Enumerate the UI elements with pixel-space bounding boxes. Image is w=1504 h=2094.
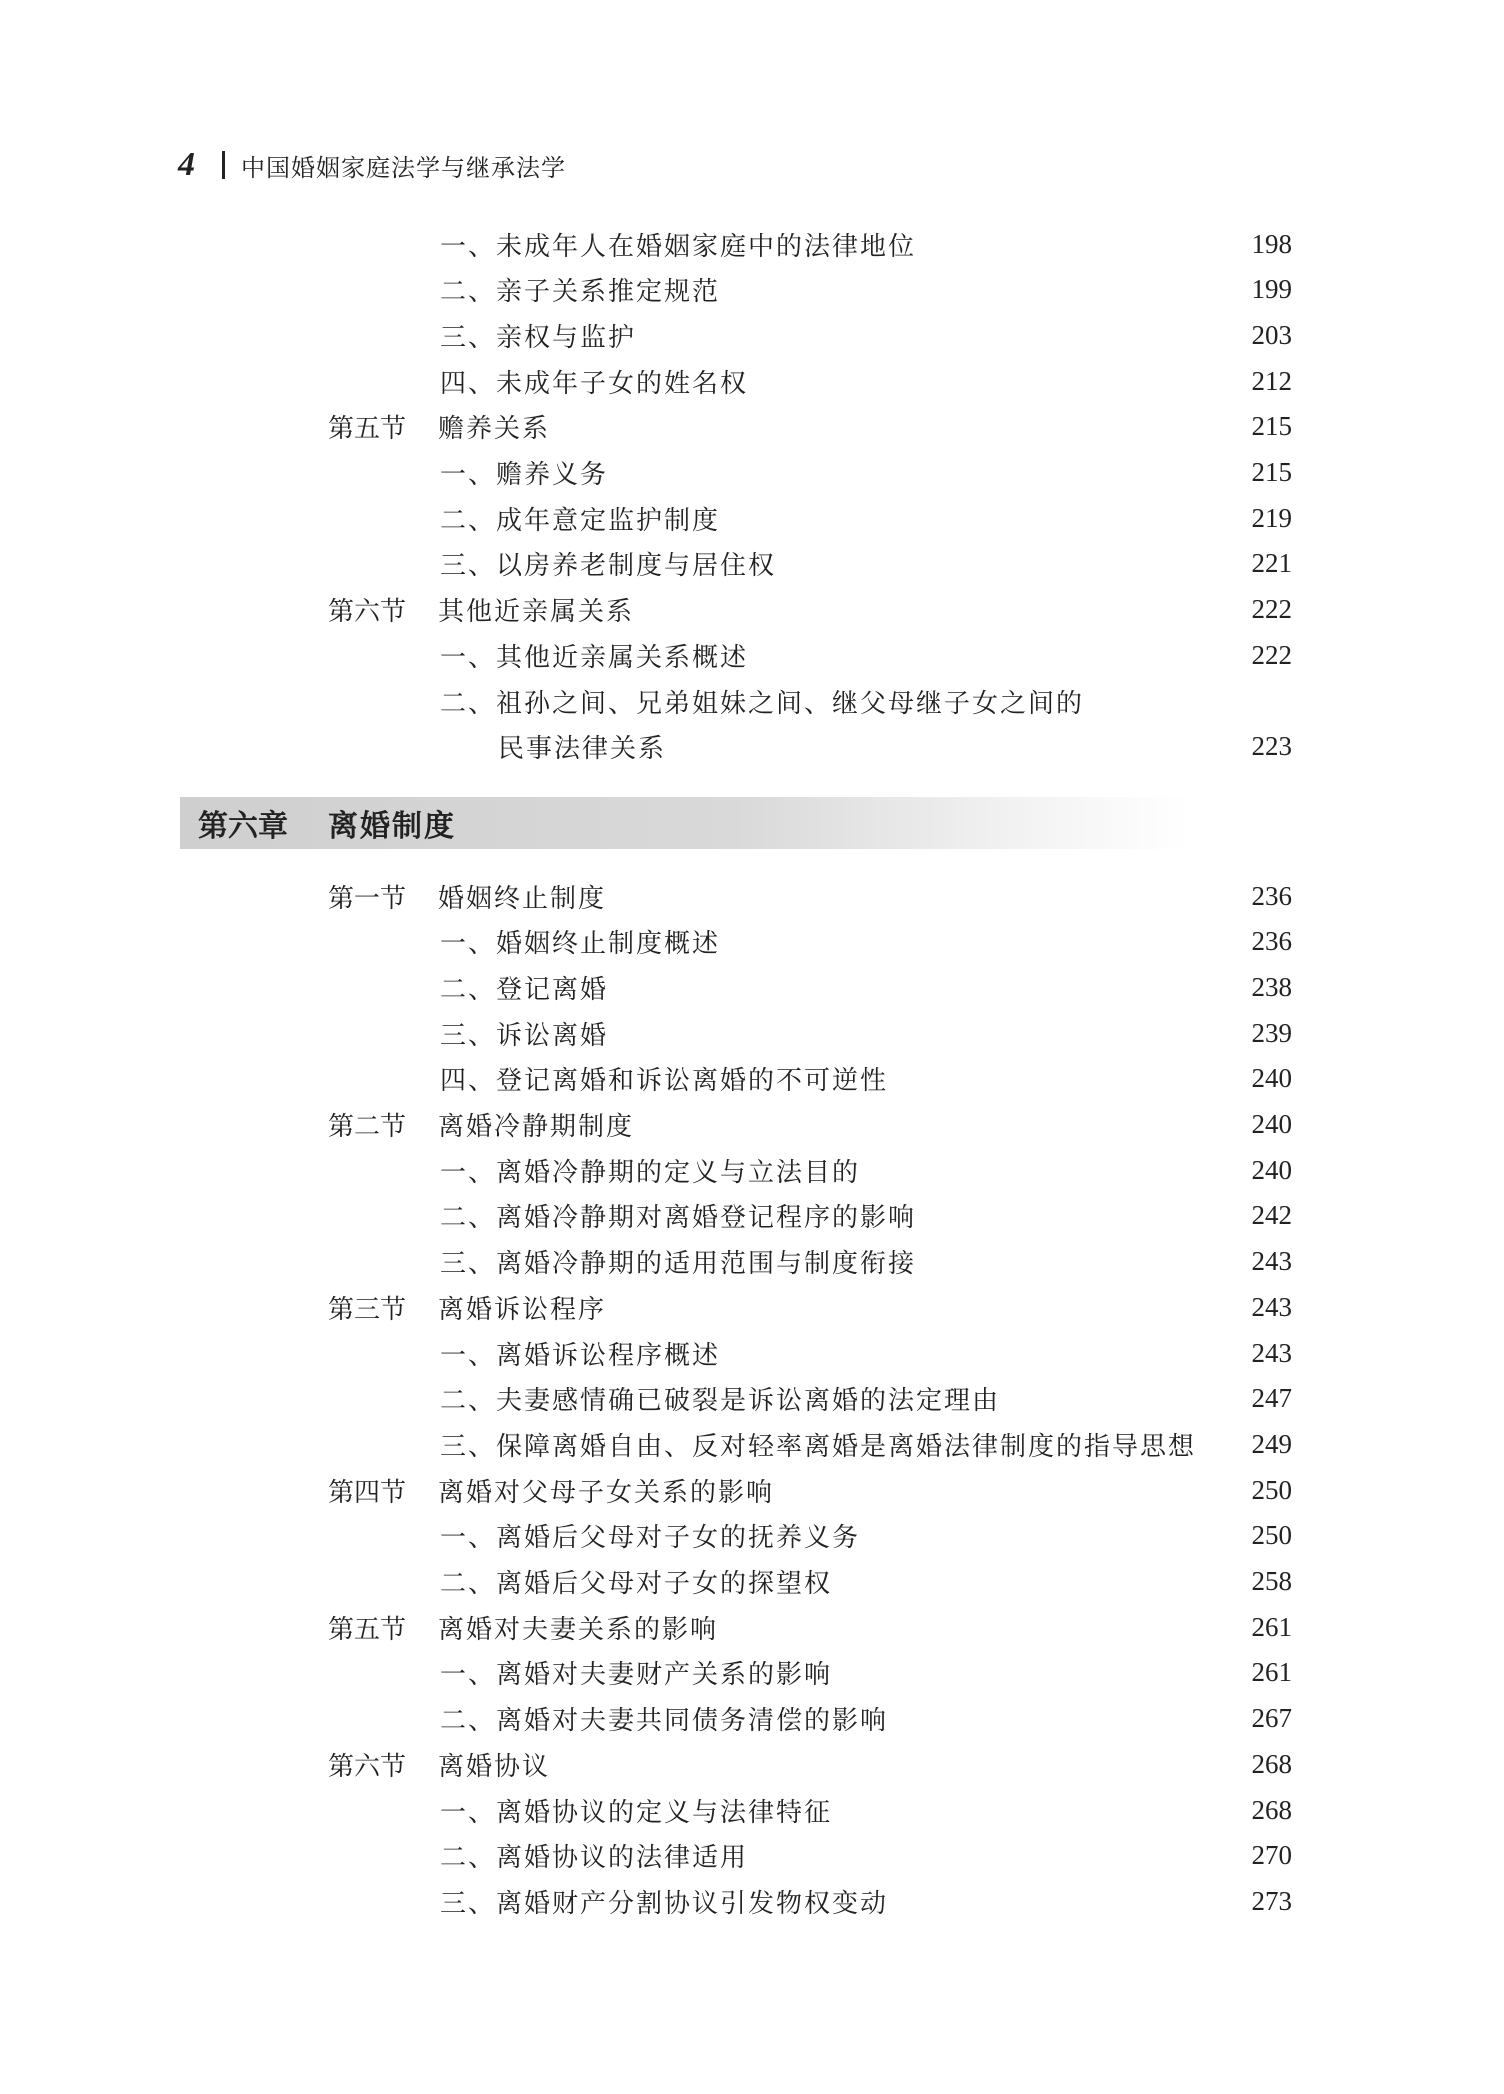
page-ref: 238	[1251, 971, 1292, 1002]
toc-item-entry[interactable]	[440, 1836, 1292, 1876]
dot-leader	[624, 967, 1232, 1007]
dot-leader	[622, 1287, 1232, 1327]
entry-title: 二、夫妻感情确已破裂是诉讼离婚的法定理由	[440, 1386, 1001, 1417]
toc-item-entry[interactable]	[440, 635, 1292, 675]
page-ref: 243	[1251, 1246, 1292, 1277]
toc-item-entry[interactable]	[440, 544, 1292, 584]
header-divider	[222, 151, 225, 179]
page-ref: 261	[1251, 1657, 1292, 1688]
entry-title: 一、其他近亲属关系概述	[440, 642, 749, 673]
page-ref: 223	[1251, 731, 1292, 762]
toc-item-entry[interactable]	[440, 1790, 1292, 1830]
toc-item-entry[interactable]	[440, 1699, 1292, 1739]
entry-title: 一、离婚协议的定义与法律特征	[440, 1797, 833, 1828]
entry-title: 二、离婚协议的法律适用	[440, 1843, 749, 1874]
dot-leader	[764, 1836, 1232, 1876]
toc-section-entry[interactable]	[328, 1470, 1292, 1510]
dot-leader	[624, 453, 1232, 493]
dot-leader	[792, 544, 1232, 584]
section-number: 第六节	[328, 597, 407, 628]
entry-title: 二、登记离婚	[440, 974, 609, 1005]
section-number: 第六节	[328, 1751, 407, 1782]
page-ref: 239	[1251, 1017, 1292, 1048]
toc-item-entry[interactable]	[440, 1516, 1292, 1556]
toc-section-entry[interactable]	[328, 1744, 1292, 1784]
entry-title: 一、离婚冷静期的定义与立法目的	[440, 1157, 861, 1188]
entry-title: 一、婚姻终止制度概述	[440, 929, 721, 960]
entry-title: 一、离婚后父母对子女的抚养义务	[440, 1523, 861, 1554]
toc-item-entry[interactable]	[440, 681, 1292, 721]
entry-title: 一、离婚诉讼程序概述	[440, 1340, 721, 1371]
section-number: 第五节	[328, 414, 407, 445]
page-ref: 236	[1251, 926, 1292, 957]
page-ref: 267	[1251, 1703, 1292, 1734]
dot-leader	[624, 1013, 1232, 1053]
page-ref: 199	[1251, 274, 1292, 305]
toc-item-entry[interactable]	[440, 1196, 1292, 1236]
page-ref: 258	[1251, 1566, 1292, 1596]
page-ref: 249	[1251, 1428, 1292, 1459]
entry-title: 四、登记离婚和诉讼离婚的不可逆性	[440, 1066, 889, 1097]
page-ref: 247	[1251, 1383, 1292, 1414]
toc-item-entry[interactable]	[440, 1881, 1292, 1921]
entry-title: 婚姻终止制度	[438, 883, 607, 914]
dot-leader	[848, 1790, 1232, 1830]
dot-leader	[764, 635, 1232, 675]
dot-leader	[1016, 1379, 1232, 1419]
section-number: 第五节	[328, 1614, 407, 1645]
dot-leader	[932, 224, 1232, 264]
dot-leader	[1212, 1424, 1232, 1464]
dot-leader	[790, 1470, 1232, 1510]
toc-section-entry[interactable]	[328, 407, 1292, 447]
toc-section-entry[interactable]	[328, 590, 1292, 630]
toc-item-entry[interactable]	[440, 498, 1292, 538]
toc-item-entry[interactable]	[440, 224, 1292, 264]
dot-leader	[736, 922, 1232, 962]
page-ref: 268	[1251, 1748, 1292, 1779]
page-ref: 242	[1251, 1200, 1292, 1231]
section-number: 第一节	[328, 883, 407, 914]
entry-title: 三、离婚财产分割协议引发物权变动	[440, 1888, 889, 1919]
entry-title: 离婚协议	[438, 1751, 551, 1782]
dot-leader	[650, 1105, 1232, 1145]
page-ref: 243	[1251, 1291, 1292, 1322]
page-ref: 221	[1251, 548, 1292, 579]
entry-title: 离婚诉讼程序	[438, 1294, 607, 1325]
entry-title: 二、成年意定监护制度	[440, 505, 721, 536]
page-ref: 203	[1251, 319, 1292, 350]
chapter-number: 第六章	[198, 809, 288, 844]
page-ref: 250	[1251, 1474, 1292, 1505]
entry-title: 二、离婚后父母对子女的探望权	[440, 1569, 833, 1599]
entry-title: 离婚对夫妻关系的影响	[438, 1614, 719, 1645]
entry-title: 二、离婚冷静期对离婚登记程序的影响	[440, 1203, 917, 1234]
section-number: 第二节	[328, 1112, 407, 1142]
dot-leader	[566, 1744, 1232, 1784]
entry-title: 离婚对父母子女关系的影响	[438, 1477, 775, 1508]
toc-item-entry[interactable]	[440, 270, 1292, 310]
dot-leader	[904, 1059, 1232, 1099]
dot-leader	[734, 1607, 1232, 1647]
dot-leader	[848, 1562, 1232, 1602]
toc-item-entry[interactable]	[498, 727, 1292, 767]
book-title: 中国婚姻家庭法学与继承法学	[241, 153, 566, 182]
dot-leader	[736, 270, 1232, 310]
page-ref: 198	[1251, 228, 1292, 259]
entry-title: 一、离婚对夫妻财产关系的影响	[440, 1660, 833, 1691]
entry-title: 一、赡养义务	[440, 460, 609, 490]
entry-title: 三、以房养老制度与居住权	[440, 551, 777, 582]
toc-item-entry[interactable]	[440, 967, 1292, 1007]
dot-leader	[848, 1653, 1232, 1693]
page-header	[178, 145, 566, 185]
dot-leader	[736, 498, 1232, 538]
entry-title: 其他近亲属关系	[438, 597, 635, 628]
section-number: 第四节	[328, 1477, 407, 1508]
toc-section-entry[interactable]	[328, 1287, 1292, 1327]
page-ref: 268	[1251, 1794, 1292, 1825]
dot-leader	[566, 407, 1232, 447]
toc-item-entry[interactable]	[440, 1653, 1292, 1693]
entry-title: 二、亲子关系推定规范	[440, 277, 721, 308]
toc-item-entry[interactable]	[440, 1562, 1292, 1602]
dot-leader	[904, 1881, 1232, 1921]
dot-leader	[622, 876, 1232, 916]
dot-leader	[736, 1333, 1232, 1373]
page-ref: 273	[1251, 1885, 1292, 1916]
dot-leader	[652, 315, 1232, 355]
page-ref: 215	[1251, 411, 1292, 442]
page-ref: 240	[1251, 1109, 1292, 1139]
chapter-title: 离婚制度	[328, 809, 456, 844]
page-ref: 236	[1251, 880, 1292, 911]
dot-leader	[764, 361, 1232, 401]
page-ref: 219	[1251, 502, 1292, 533]
entry-title: 三、亲权与监护	[440, 322, 637, 353]
page-ref: 215	[1251, 457, 1292, 487]
chapter-heading	[180, 797, 1190, 849]
dot-leader	[904, 1699, 1232, 1739]
page-ref: 240	[1251, 1154, 1292, 1185]
dot-leader	[876, 1150, 1232, 1190]
entry-title: 二、离婚对夫妻共同债务清偿的影响	[440, 1706, 889, 1737]
dot-leader	[876, 1516, 1232, 1556]
toc-item-entry[interactable]	[440, 1059, 1292, 1099]
entry-title: 离婚冷静期制度	[438, 1112, 635, 1142]
section-number: 第三节	[328, 1294, 407, 1325]
toc-item-entry[interactable]	[440, 922, 1292, 962]
toc-section-entry[interactable]	[328, 1105, 1292, 1145]
toc-item-entry[interactable]	[440, 1150, 1292, 1190]
toc-item-entry[interactable]	[440, 1013, 1292, 1053]
toc-item-entry[interactable]	[440, 453, 1292, 493]
entry-title: 三、诉讼离婚	[440, 1020, 609, 1051]
page-ref: 261	[1251, 1611, 1292, 1642]
dot-leader	[682, 727, 1232, 767]
dot-leader	[650, 590, 1232, 630]
dot-leader	[932, 1196, 1232, 1236]
toc-item-entry[interactable]	[440, 1333, 1292, 1373]
entry-title: 三、保障离婚自由、反对轻率离婚是离婚法律制度的指导思想	[440, 1431, 1197, 1462]
entry-title: 赡养关系	[438, 414, 551, 445]
page-ref: 212	[1251, 365, 1292, 396]
page-ref: 240	[1251, 1063, 1292, 1094]
page-ref: 243	[1251, 1337, 1292, 1368]
page-ref: 222	[1251, 594, 1292, 625]
entry-title: 四、未成年子女的姓名权	[440, 368, 749, 399]
page-number: 4	[178, 146, 195, 183]
dot-leader	[932, 1242, 1232, 1282]
toc-item-entry[interactable]	[440, 1424, 1292, 1464]
toc-item-entry[interactable]	[440, 315, 1292, 355]
entry-title: 民事法律关系	[498, 734, 667, 765]
toc-section-entry[interactable]	[328, 876, 1292, 916]
page-ref: 222	[1251, 639, 1292, 670]
toc-item-entry[interactable]	[440, 1242, 1292, 1282]
toc-item-entry[interactable]	[440, 1379, 1292, 1419]
page-ref: 250	[1251, 1520, 1292, 1551]
entry-title: 一、未成年人在婚姻家庭中的法律地位	[440, 231, 917, 262]
toc-section-entry[interactable]	[328, 1607, 1292, 1647]
entry-title: 二、祖孙之间、兄弟姐妹之间、继父母继子女之间的	[440, 688, 1085, 719]
entry-title: 三、离婚冷静期的适用范围与制度衔接	[440, 1249, 917, 1280]
toc-item-entry[interactable]	[440, 361, 1292, 401]
page-ref: 270	[1251, 1840, 1292, 1871]
